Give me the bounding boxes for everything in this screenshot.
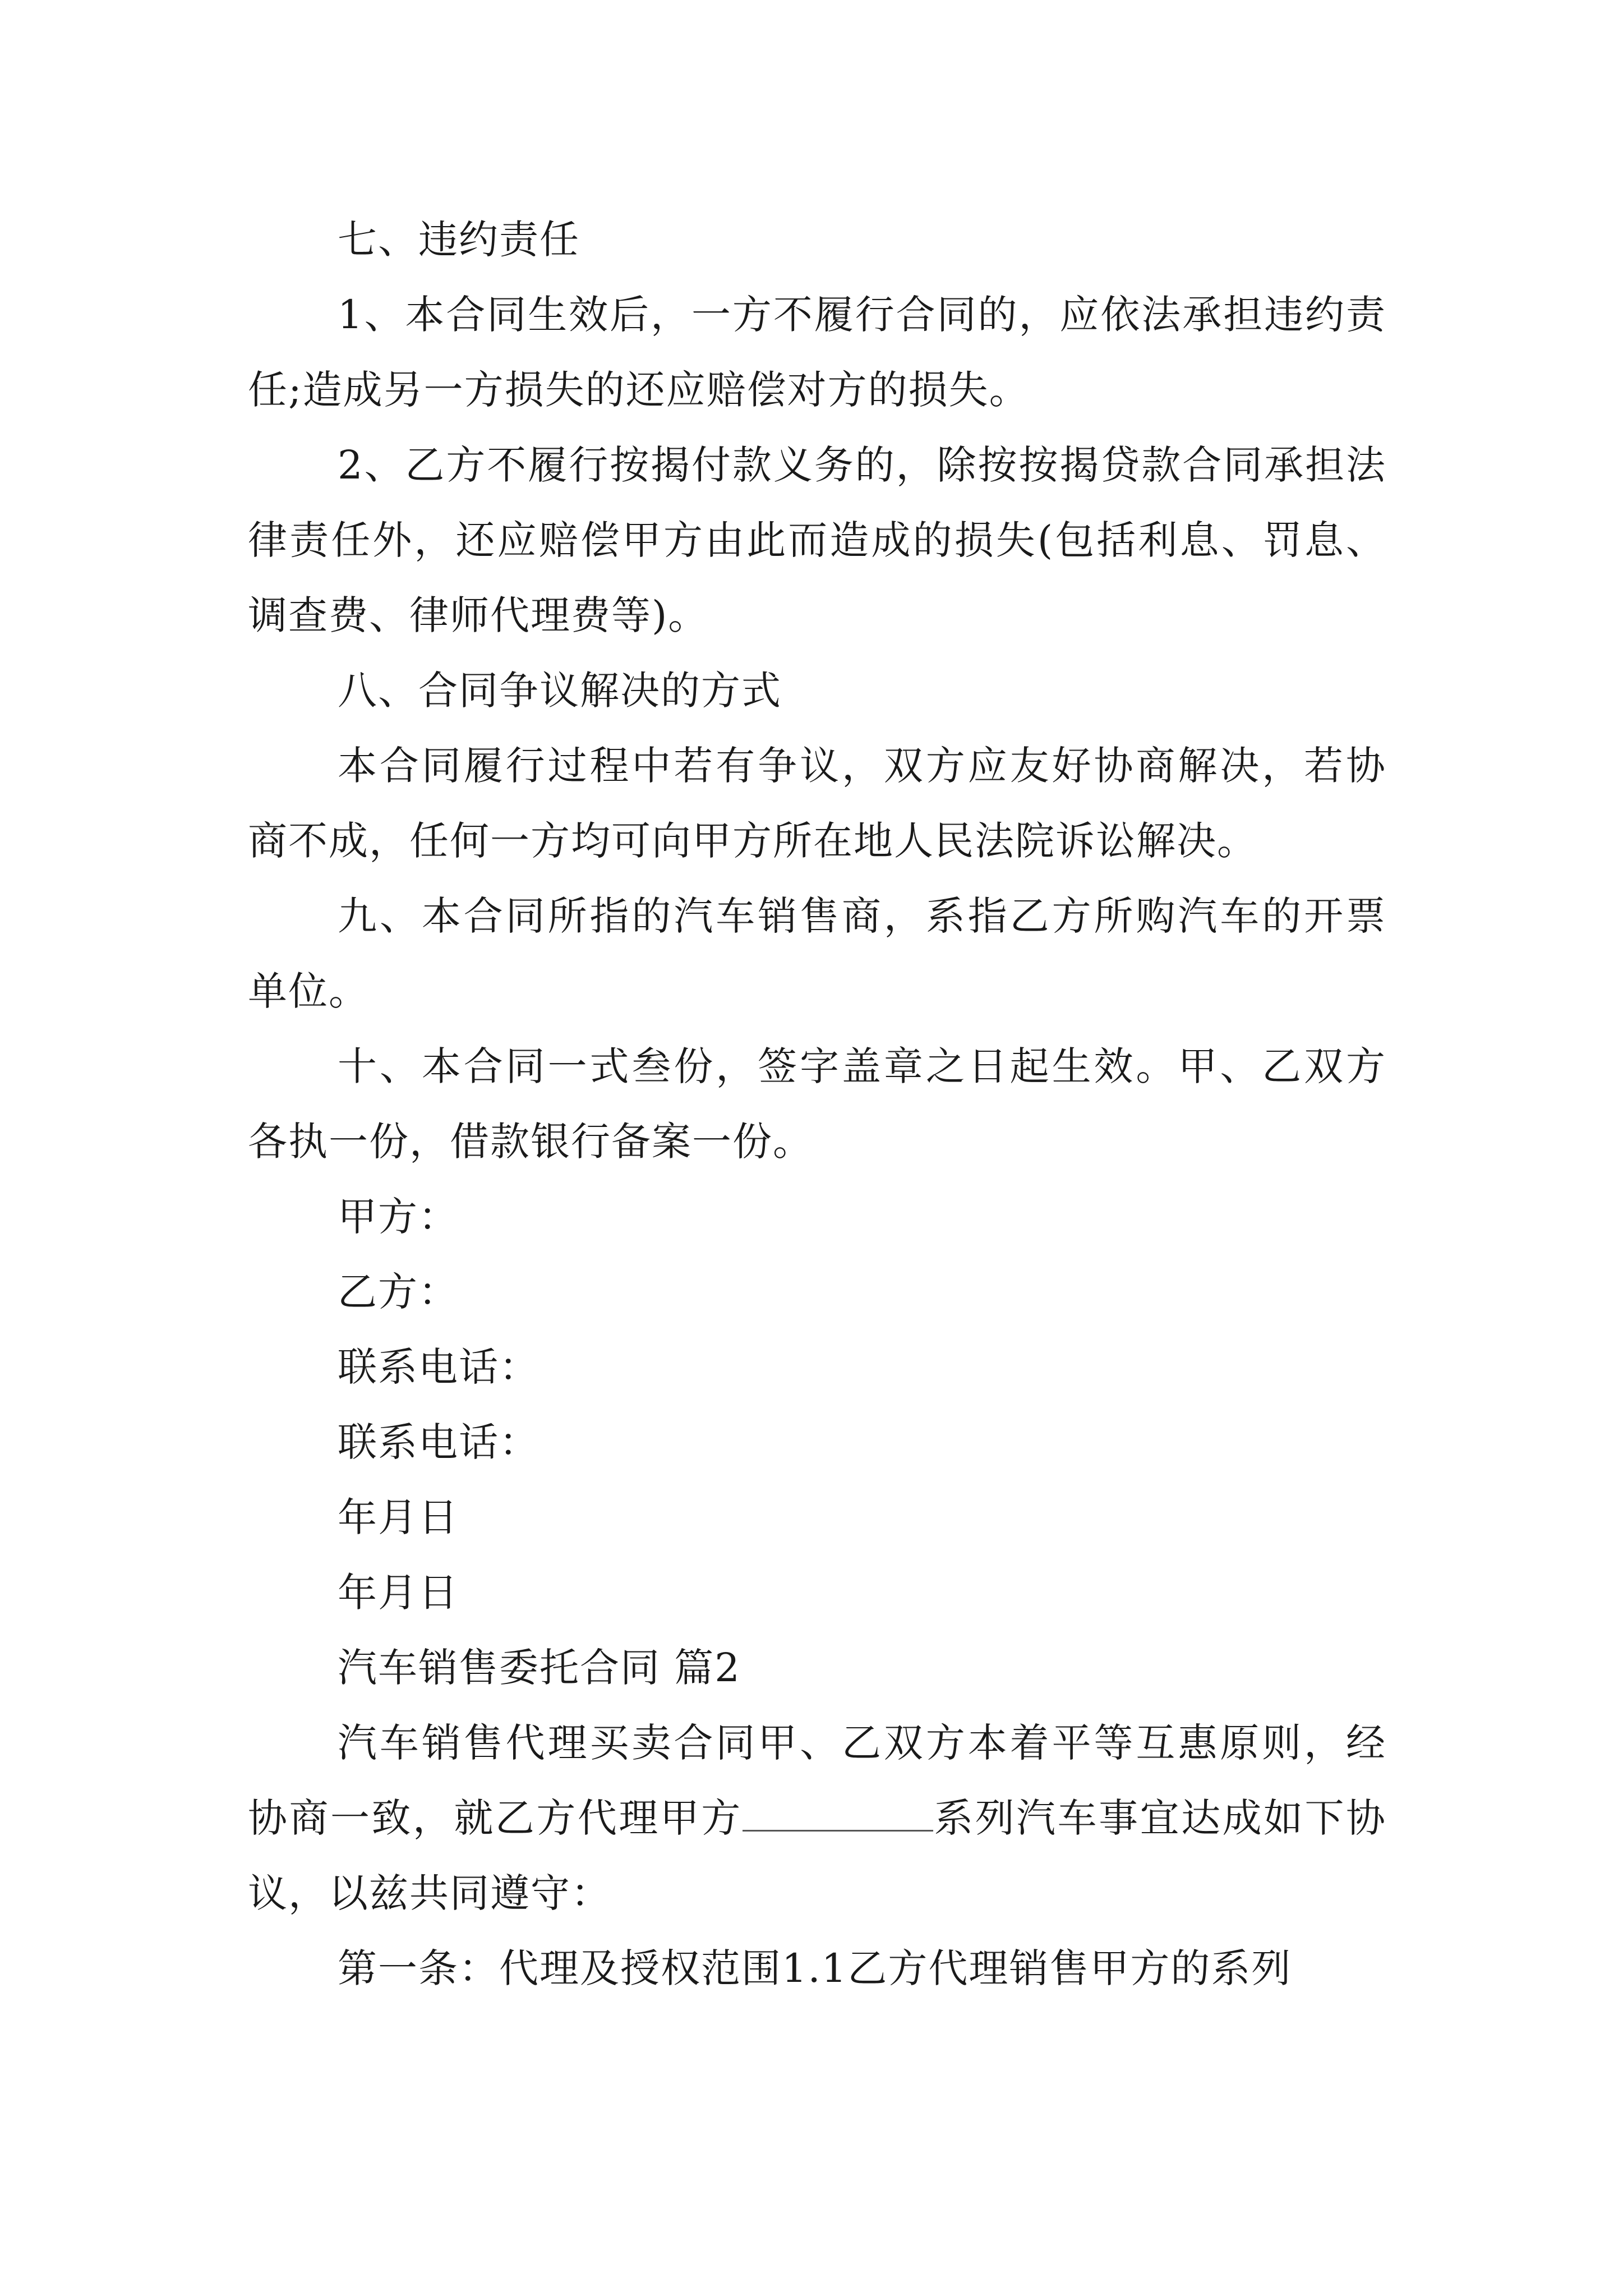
clause-7-2: 2、乙方不履行按揭付款义务的，除按按揭贷款合同承担法律责任外，还应赔偿甲方由此而造成的损失(包括利息、罚息、调查费、律师代理费等)。 <box>248 442 1386 638</box>
signature-party-a: 甲方： <box>338 1194 459 1240</box>
section-heading-breach-liability: 七、违约责任 <box>338 217 580 263</box>
document-body <box>248 202 1386 2006</box>
signature-date-a: 年月日 <box>338 1494 459 1540</box>
clause-dispute-resolution: 本合同履行过程中若有争议，双方应友好协商解决，若协商不成，任何一方均可向甲方所在地人民法院诉讼解决。 <box>248 743 1386 864</box>
preamble-text-after: 系列汽车事宜达成如下协议，以兹共同遵守： <box>248 1795 1387 1916</box>
clause-10-copies: 十、本合同一式叁份，签字盖章之日起生效。甲、乙双方各执一份，借款银行备案一份。 <box>248 1043 1386 1165</box>
signature-phone-b: 联系电话： <box>338 1419 540 1465</box>
preamble-text-before: 汽车销售代理买卖合同甲、乙双方本着平等互惠原则，经协商一致，就乙方代理甲方 <box>248 1720 1386 1841</box>
article-1-agency-scope: 第一条：代理及授权范围1.1乙方代理销售甲方的系列 <box>338 1945 1292 1991</box>
contract-2-preamble <box>248 1705 1386 1931</box>
clause-7-1: 1、本合同生效后，一方不履行合同的，应依法承担违约责任;造成另一方损失的还应赔偿对方的损失。 <box>248 292 1386 413</box>
contract-2-title: 汽车销售委托合同 篇2 <box>338 1645 741 1691</box>
signature-party-b: 乙方： <box>338 1269 459 1315</box>
fill-in-blank <box>743 1791 933 1832</box>
signature-phone-a: 联系电话： <box>338 1344 540 1390</box>
clause-9-seller-definition: 九、本合同所指的汽车销售商，系指乙方所购汽车的开票单位。 <box>248 893 1386 1014</box>
signature-date-b: 年月日 <box>338 1570 459 1616</box>
section-heading-dispute-resolution: 八、合同争议解决的方式 <box>338 668 782 714</box>
